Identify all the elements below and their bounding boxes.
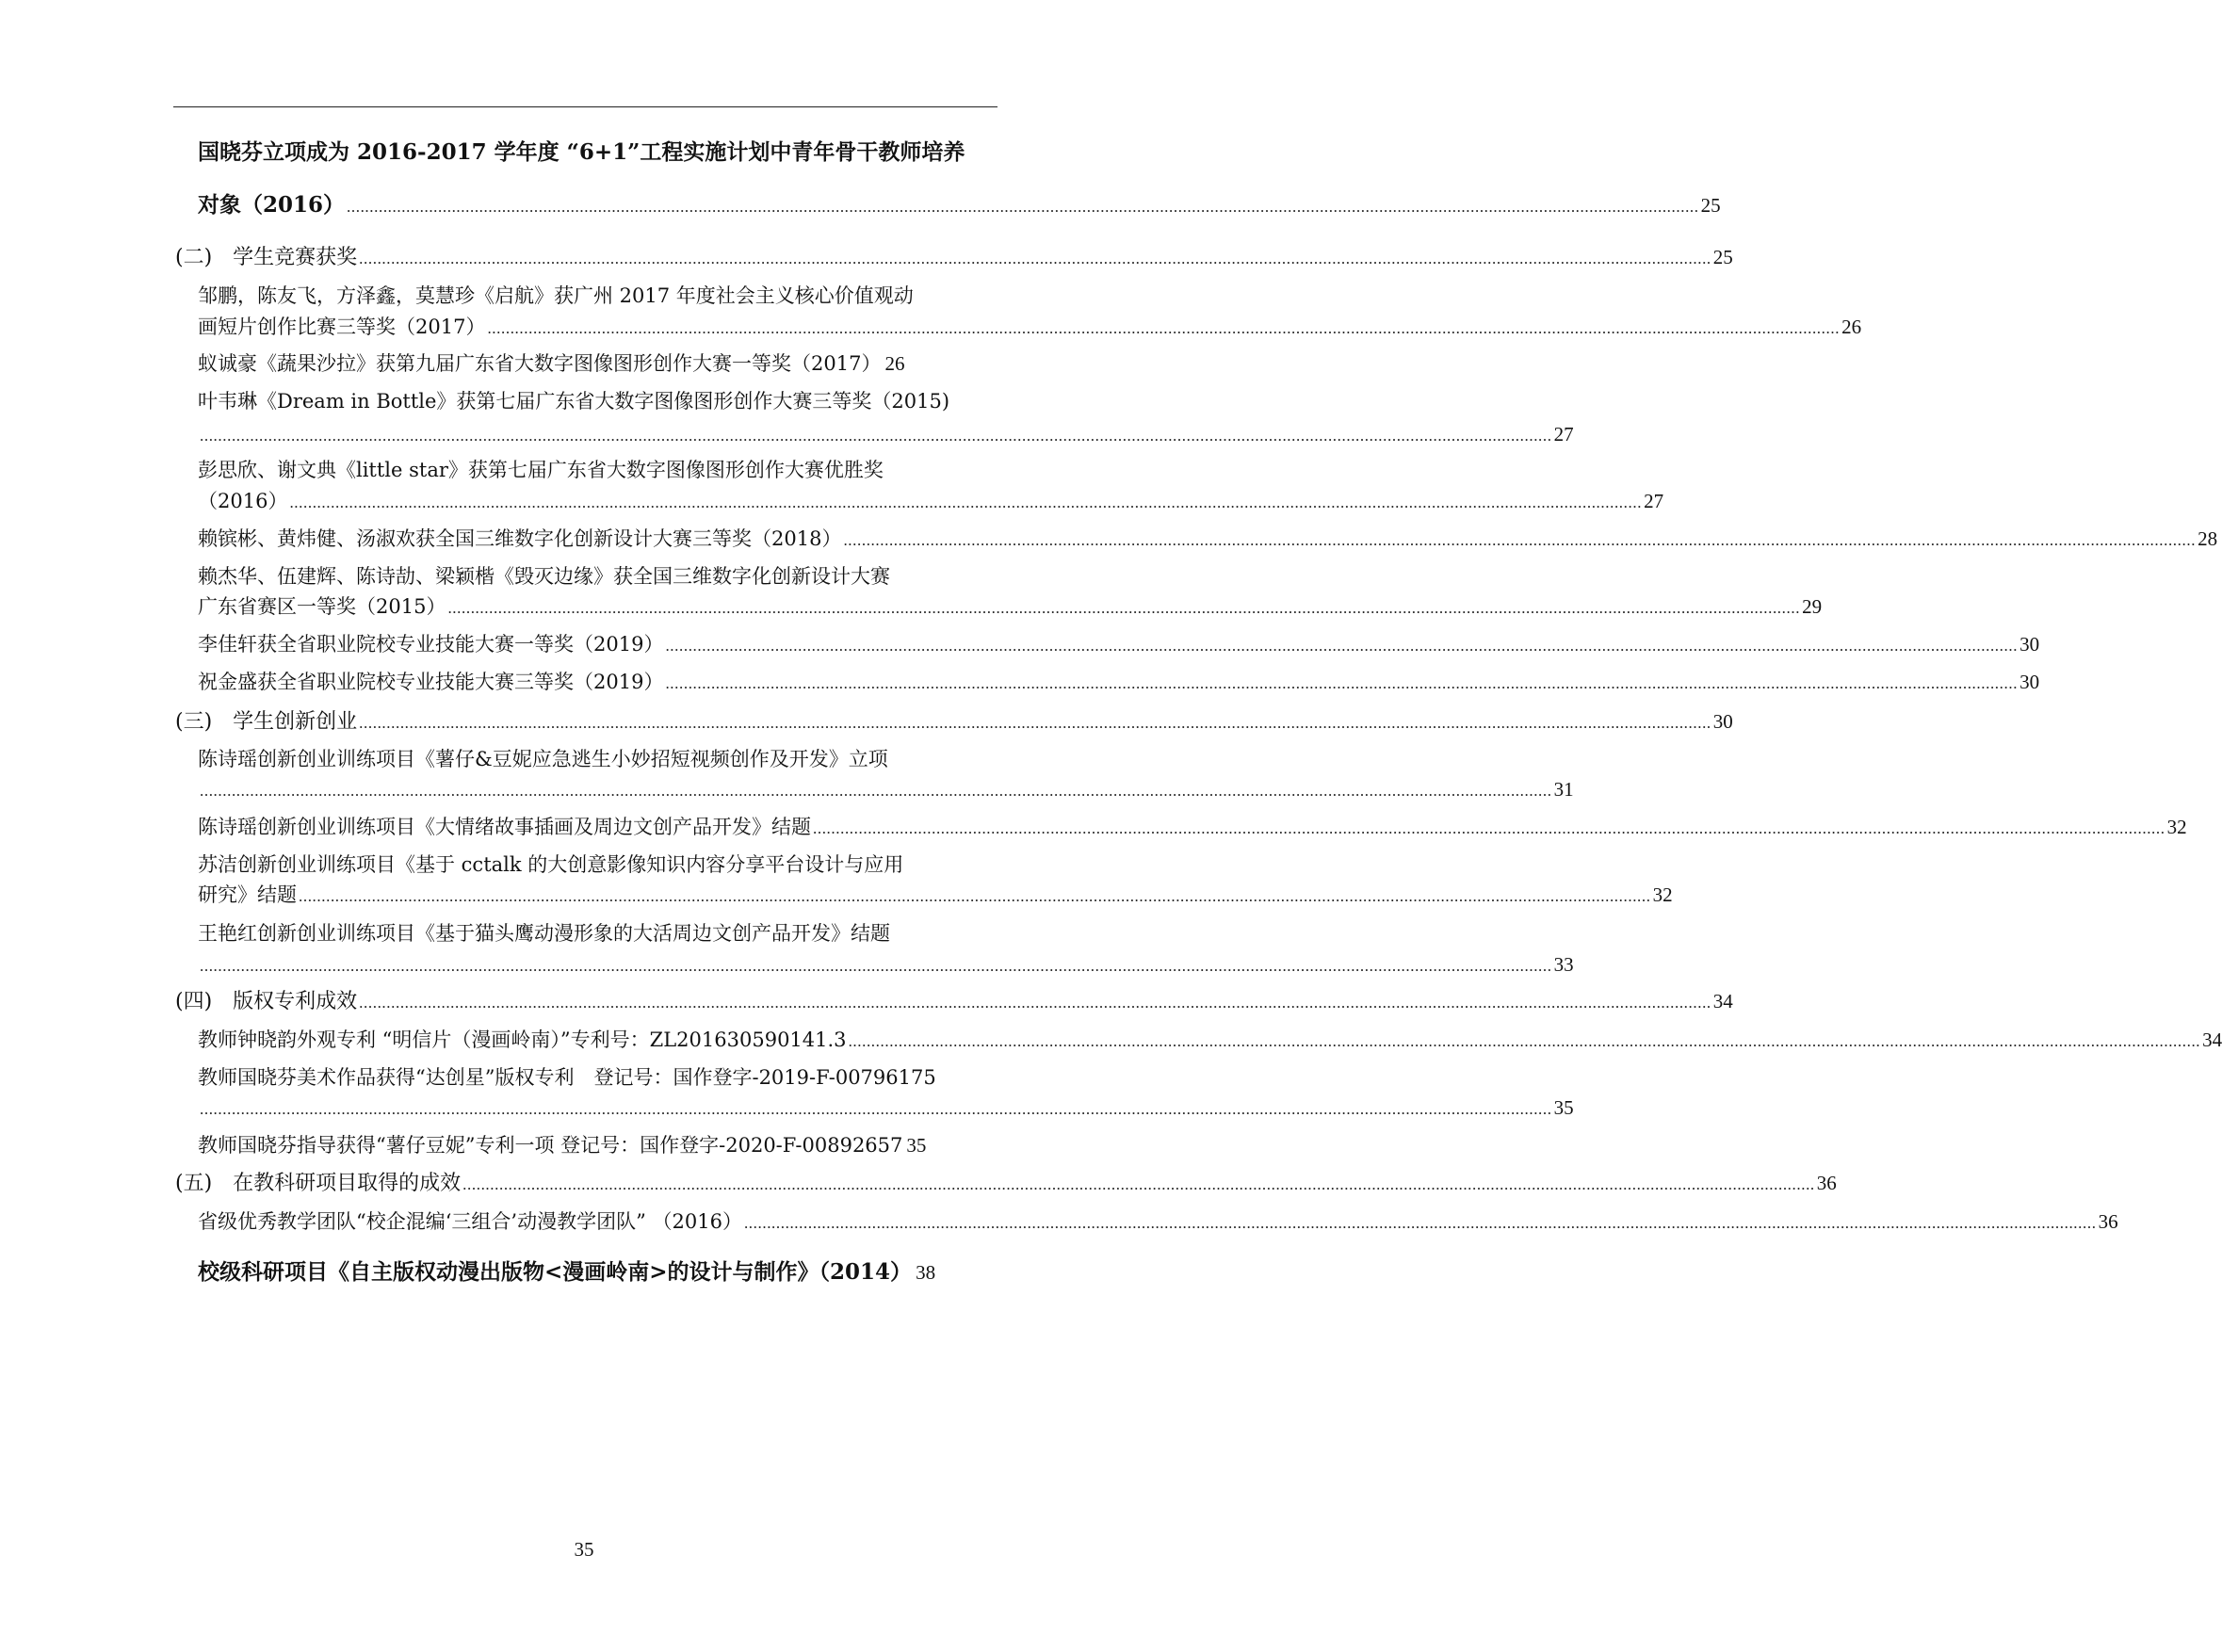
toc-page-number: 36	[1816, 1172, 1837, 1194]
toc-entry-text: 邹鹏，陈友飞，方泽鑫，莫慧珍《启航》获广州 2017 年度社会主义核心价值观动	[198, 284, 914, 307]
toc-entry-text: (三) 学生创新创业	[175, 710, 358, 734]
leader-dots	[200, 957, 1552, 976]
toc-entry-text: (二) 学生竞赛获奖	[175, 246, 358, 269]
toc-entry[interactable]	[198, 853, 904, 876]
toc-section[interactable]	[175, 990, 1733, 1013]
toc-entry[interactable]	[198, 527, 2218, 550]
toc-entry-text: 广东省赛区一等奖（2015）	[198, 595, 446, 618]
leader-dots	[289, 494, 1642, 512]
toc-entry[interactable]	[198, 192, 1721, 218]
toc-entry[interactable]	[198, 595, 1823, 618]
toc-entry-text: (四) 版权专利成效	[175, 990, 358, 1013]
toc-entry-text: 叶韦琳《Dream in Bottle》获第七届广东省大数字图像图形创作大赛三等奖（2015)	[198, 390, 950, 413]
leader-dots	[462, 1175, 1815, 1194]
toc-entry[interactable]	[198, 1210, 2118, 1233]
leader-dots	[359, 250, 1711, 268]
toc-entry-text: 对象（2016）	[198, 192, 346, 218]
toc-entry-text: 教师钟晓韵外观专利 “明信片（漫画岭南）”专利号：ZL201630590141.3	[198, 1028, 847, 1051]
toc-page-number: 35	[1553, 1096, 1574, 1119]
toc-entry[interactable]	[198, 883, 1673, 906]
toc-entry[interactable]	[198, 671, 2040, 693]
leader-dots	[843, 531, 2196, 550]
toc-page-number: 32	[1652, 883, 1673, 906]
toc-entry-text: 苏洁创新创业训练项目《基于 cctalk 的大创意影像知识内容分享平台设计与应用	[198, 853, 904, 876]
header-rule	[173, 106, 997, 107]
toc-page-number: 33	[1553, 953, 1574, 976]
toc-entry[interactable]	[198, 139, 965, 165]
toc-entry[interactable]	[198, 390, 950, 413]
toc-entry-text: 李佳轩获全省职业院校专业技能大赛一等奖（2019）	[198, 633, 664, 656]
toc-entry[interactable]	[198, 922, 890, 945]
toc-entry-text: 陈诗瑶创新创业训练项目《薯仔&豆妮应急逃生小妙招短视频创作及开发》立项	[198, 748, 888, 770]
toc-page-number: 30	[2019, 633, 2040, 656]
leader-dots	[744, 1214, 2097, 1233]
toc-page-number: 38	[916, 1261, 936, 1284]
toc-entry[interactable]	[198, 461, 885, 480]
toc-page-number: 34	[2202, 1028, 2222, 1051]
toc-entry-text: 陈诗瑶创新创业训练项目《大情绪故事插画及周边文创产品开发》结题	[198, 816, 811, 838]
toc-entry-text: 画短片创作比赛三等奖（2017）	[198, 316, 486, 338]
leader-dots	[200, 1100, 1552, 1119]
toc-entry-text: (五) 在教科研项目取得的成效	[175, 1172, 462, 1195]
leader-dots	[200, 782, 1552, 801]
leader-dots	[665, 637, 2018, 656]
toc-entry[interactable]	[198, 423, 1574, 445]
toc-entry[interactable]	[198, 1028, 2222, 1051]
toc-page-number: 25	[1712, 246, 1733, 268]
toc-entry[interactable]	[198, 1096, 1574, 1119]
toc-section[interactable]	[175, 246, 1733, 269]
toc-entry-text: 祝金盛获全省职业院校专业技能大赛三等奖（2019）	[198, 671, 664, 693]
toc-page-number: 30	[1712, 710, 1733, 733]
toc-page-number: 27	[1644, 490, 1664, 512]
toc-page-number: 31	[1553, 778, 1574, 801]
leader-dots	[849, 1032, 2201, 1051]
toc-page-number: 26	[884, 352, 905, 375]
toc-entry[interactable]	[198, 316, 1862, 338]
toc-entry[interactable]	[198, 352, 905, 375]
toc-entry[interactable]	[198, 565, 890, 588]
leader-dots	[347, 198, 1699, 217]
toc-entry-text: （2016）	[198, 490, 288, 512]
toc-section[interactable]	[175, 1172, 1837, 1195]
toc-entry-text: 研究》结题	[198, 883, 297, 906]
toc-page-number: 32	[2166, 816, 2187, 838]
toc-entry[interactable]	[198, 1259, 936, 1285]
toc-entry-text: 赖镔彬、黄炜健、汤淑欢获全国三维数字化创新设计大赛三等奖（2018）	[198, 527, 842, 550]
toc-page-number: 25	[1700, 194, 1721, 217]
toc-entry-text: 彭思欣、谢文典《little star》获第七届广东省大数字图像图形创作大赛优胜奖	[198, 459, 884, 481]
leader-dots	[487, 319, 1840, 338]
toc-entry-text: 蚁诚豪《蔬果沙拉》获第九届广东省大数字图像图形创作大赛一等奖（2017）	[198, 352, 882, 375]
toc-entry[interactable]	[198, 748, 888, 770]
leader-dots	[200, 427, 1552, 445]
toc-entry-text: 校级科研项目《自主版权动漫出版物<漫画岭南>的设计与制作》（2014）	[198, 1259, 913, 1285]
toc-entry-text: 教师国晓芬指导获得“薯仔豆妮”专利一项 登记号：国作登字-2020-F-00892657	[198, 1134, 903, 1157]
toc-entry[interactable]	[198, 1134, 927, 1157]
leader-dots	[299, 887, 1651, 906]
toc-entry-text: 赖杰华、伍建辉、陈诗劼、梁颖楷《毁灭边缘》获全国三维数字化创新设计大赛	[198, 565, 890, 588]
toc-entry-text: 王艳红创新创业训练项目《基于猫头鹰动漫形象的大活周边文创产品开发》结题	[198, 922, 890, 945]
toc-page-number: 28	[2198, 527, 2218, 550]
toc-entry-text: 省级优秀教学团队“校企混编‘三组合’动漫教学团队” （2016）	[198, 1210, 742, 1233]
toc-page-number: 27	[1553, 423, 1574, 445]
toc-entry[interactable]	[198, 490, 1664, 512]
leader-dots	[813, 819, 2165, 838]
toc-section[interactable]	[175, 710, 1733, 734]
toc-page-number: 36	[2098, 1210, 2118, 1233]
toc-entry[interactable]	[198, 633, 2040, 656]
toc-entry[interactable]	[198, 284, 914, 307]
toc-entry[interactable]	[198, 778, 1574, 801]
toc-entry-text: 教师国晓芬美术作品获得“达创星”版权专利 登记号：国作登字-2019-F-00796175	[198, 1066, 936, 1089]
leader-dots	[359, 714, 1711, 733]
toc-page-number: 29	[1802, 595, 1823, 618]
toc-entry[interactable]	[198, 953, 1574, 976]
toc-entry[interactable]	[198, 1066, 936, 1089]
toc-page-number: 26	[1841, 316, 1862, 338]
leader-dots	[447, 599, 1800, 618]
toc-page-number: 35	[906, 1134, 927, 1157]
page-number: 35	[574, 1538, 594, 1561]
toc-entry-text: 国晓芬立项成为 2016-2017 学年度 “6+1”工程实施计划中青年骨干教师培养	[198, 139, 965, 165]
toc-page-number: 34	[1712, 990, 1733, 1012]
toc-entry[interactable]	[198, 816, 2187, 838]
toc-page-number: 30	[2019, 671, 2040, 693]
leader-dots	[359, 994, 1711, 1012]
leader-dots	[665, 674, 2018, 693]
